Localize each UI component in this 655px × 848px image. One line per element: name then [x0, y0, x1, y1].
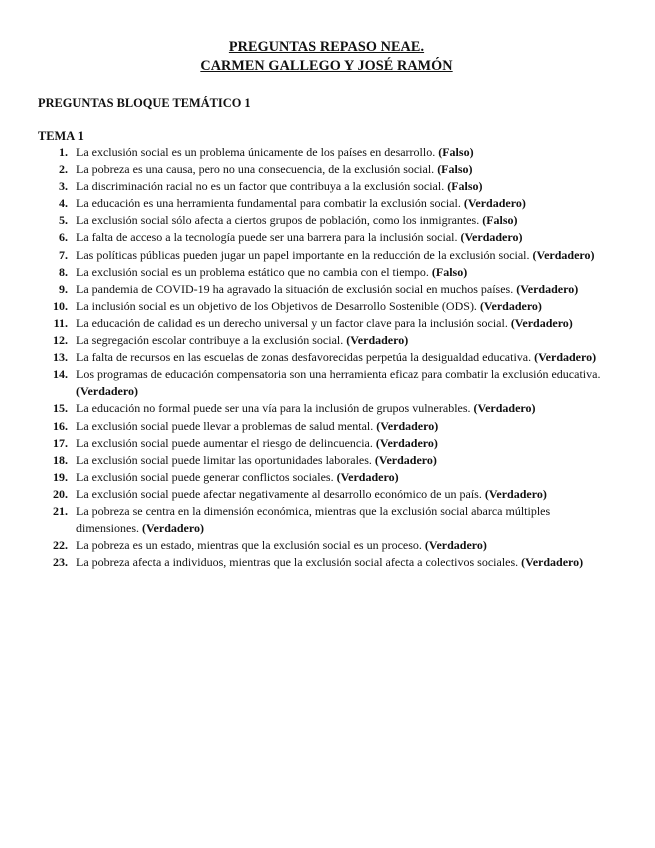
question-item [38, 435, 615, 452]
question-item [38, 229, 615, 246]
tema-heading: TEMA 1 [38, 129, 84, 143]
question-answer: (Falso) [438, 145, 474, 159]
question-item [38, 554, 615, 571]
question-number: 13. [53, 350, 68, 365]
question-item [38, 469, 615, 486]
question-number: 14. [53, 367, 68, 382]
question-answer: (Verdadero) [336, 469, 399, 484]
question-text: La exclusión social puede generar conflictos sociales. [76, 469, 334, 484]
question-text: La exclusión social sólo afecta a ciertos grupos de población, como los inmigrantes. [76, 213, 480, 228]
question-text: La segregación escolar contribuye a la exclusión social. [76, 333, 344, 348]
question-answer: (Verdadero) [473, 401, 536, 416]
question-text: La exclusión social puede afectar negativamente al desarrollo económico de un país. [76, 486, 482, 501]
question-answer: (Verdadero) [376, 418, 439, 433]
question-item [38, 332, 615, 349]
question-number: 22. [53, 538, 68, 553]
question-number: 21. [53, 503, 68, 518]
question-item [38, 212, 615, 229]
document-title-line-2: CARMEN GALLEGO Y JOSÉ RAMÓN [200, 58, 453, 74]
question-answer: (Verdadero) [374, 452, 437, 467]
question-item [38, 144, 615, 161]
question-list [38, 144, 615, 571]
question-item [38, 400, 615, 417]
question-answer: (Falso) [447, 179, 483, 194]
question-text: La exclusión social puede llevar a problemas de salud mental. [76, 418, 374, 433]
question-number: 20. [53, 486, 68, 501]
question-item [38, 298, 615, 315]
question-answer: (Verdadero) [534, 350, 597, 365]
question-answer: (Verdadero) [346, 333, 409, 348]
question-text: La exclusión social es un problema únicamente de los países en desarrollo. [76, 145, 436, 159]
question-text: La pobreza afecta a individuos, mientras que la exclusión social afecta a colectivos sociales. [76, 555, 519, 570]
question-answer: (Falso) [482, 213, 518, 228]
question-answer: (Verdadero) [375, 435, 438, 450]
question-item [38, 537, 615, 554]
question-text: La falta de acceso a la tecnología puede ser una barrera para la inclusión social. [76, 230, 458, 245]
document-title-line-1: PREGUNTAS REPASO NEAE. [228, 39, 425, 55]
question-text: La pandemia de COVID-19 ha agravado la situación de exclusión social en muchos países. [76, 281, 514, 296]
question-item [38, 503, 615, 537]
question-number: 6. [59, 230, 68, 245]
question-number: 17. [53, 435, 68, 450]
question-answer: (Verdadero) [460, 230, 523, 245]
question-text: La falta de recursos en las escuelas de zonas desfavorecidas perpetúa la desigualdad educativa. [76, 350, 532, 365]
question-text: La pobreza es un estado, mientras que la exclusión social es un proceso. [76, 538, 422, 553]
question-answer: (Verdadero) [510, 315, 573, 330]
block-heading: PREGUNTAS BLOQUE TEMÁTICO 1 [38, 96, 251, 110]
question-number: 8. [59, 264, 68, 279]
question-item [38, 281, 615, 298]
question-number: 9. [59, 281, 68, 296]
question-answer: (Verdadero) [142, 521, 204, 536]
question-item [38, 264, 615, 281]
question-text: Las políticas públicas pueden jugar un papel importante en la reducción de la exclusión social. [76, 247, 530, 262]
question-text: La exclusión social puede aumentar el riesgo de delincuencia. [76, 435, 373, 450]
question-answer: (Verdadero) [484, 486, 547, 501]
question-text: La educación de calidad es un derecho universal y un factor clave para la inclusión social. [76, 315, 508, 330]
question-item [38, 315, 615, 332]
question-text: La inclusión social es un objetivo de los Objetivos de Desarrollo Sostenible (ODS). [76, 298, 477, 313]
question-answer: (Verdadero) [479, 298, 542, 313]
question-text: La educación no formal puede ser una vía para la inclusión de grupos vulnerables. [76, 401, 471, 416]
question-number: 3. [59, 179, 68, 194]
question-item [38, 161, 615, 178]
question-answer: (Verdadero) [463, 196, 526, 211]
question-number: 5. [59, 213, 68, 228]
question-number: 4. [59, 196, 68, 211]
question-item [38, 247, 615, 264]
question-item [38, 349, 615, 366]
question-item [38, 418, 615, 435]
question-text: La exclusión social es un problema estático que no cambia con el tiempo. [76, 264, 429, 279]
question-number: 1. [59, 145, 68, 159]
question-answer: (Verdadero) [516, 281, 579, 296]
question-text: La pobreza es una causa, pero no una consecuencia, de la exclusión social. [76, 162, 435, 177]
question-answer: (Verdadero) [532, 247, 595, 262]
question-answer: (Verdadero) [424, 538, 487, 553]
question-text: La pobreza se centra en la dimensión económica, mientras que la exclusión social abarca múltiples dimensiones. [76, 503, 551, 536]
question-item [38, 178, 615, 195]
question-number: 15. [53, 401, 68, 416]
question-number: 11. [53, 315, 68, 330]
question-text: Los programas de educación compensatoria son una herramienta eficaz para combatir la exclusión educativa. [76, 367, 601, 382]
question-number: 23. [53, 555, 68, 570]
question-number: 12. [53, 333, 68, 348]
question-text: La discriminación racial no es un factor que contribuya a la exclusión social. [76, 179, 445, 194]
question-number: 18. [53, 452, 68, 467]
question-item [38, 366, 615, 400]
question-item [38, 486, 615, 503]
question-item [38, 452, 615, 469]
question-text: La educación es una herramienta fundamental para combatir la exclusión social. [76, 196, 461, 211]
question-number: 16. [53, 418, 68, 433]
question-answer: (Falso) [431, 264, 468, 279]
question-number: 19. [53, 469, 68, 484]
question-answer: (Verdadero) [521, 555, 584, 570]
question-number: 7. [59, 247, 68, 262]
question-text: La exclusión social puede limitar las oportunidades laborales. [76, 452, 372, 467]
question-answer: (Falso) [437, 162, 473, 177]
question-item [38, 195, 615, 212]
question-answer: (Verdadero) [76, 384, 138, 399]
question-number: 10. [53, 298, 68, 313]
question-number: 2. [59, 162, 68, 177]
